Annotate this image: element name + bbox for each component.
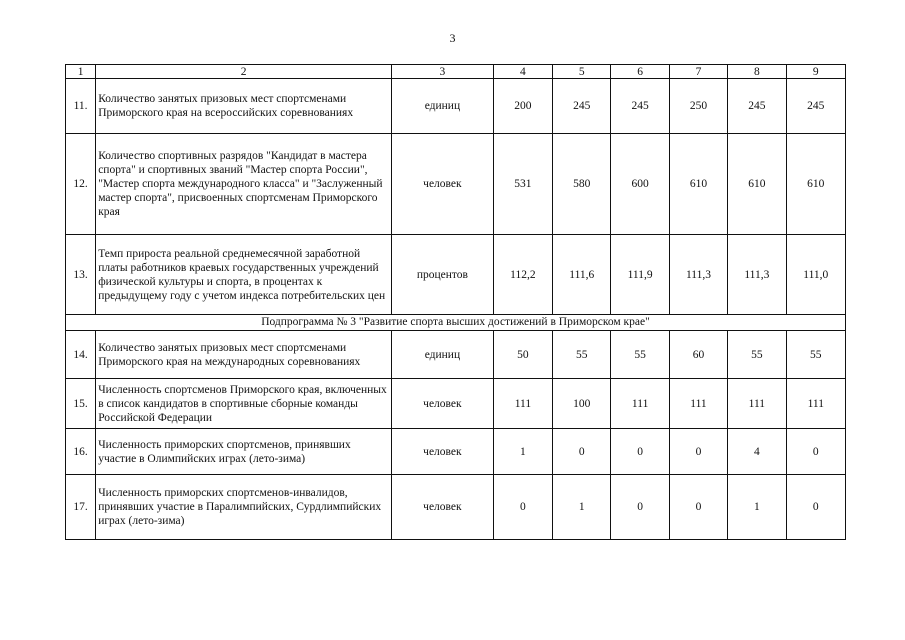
value-cell: 250 — [669, 79, 727, 134]
page-number: 3 — [449, 31, 456, 45]
table-row — [66, 379, 846, 429]
unit-cell: человек — [392, 429, 494, 475]
value-cell: 111 — [611, 379, 669, 429]
indicator-name: Количество занятых призовых мест спортсменами Приморского края на международных соревнованиях — [96, 331, 392, 379]
value-cell: 245 — [553, 79, 611, 134]
table-row — [66, 235, 846, 315]
value-cell: 245 — [786, 79, 845, 134]
value-cell: 0 — [611, 429, 669, 475]
column-header: 8 — [728, 65, 786, 79]
row-number: 11. — [66, 79, 96, 134]
value-cell: 50 — [493, 331, 552, 379]
value-cell: 0 — [493, 475, 552, 540]
unit-cell: человек — [392, 379, 494, 429]
value-cell: 0 — [669, 475, 727, 540]
unit-cell: человек — [392, 475, 494, 540]
value-cell: 0 — [786, 429, 845, 475]
subprogram-row — [66, 315, 846, 331]
row-number: 15. — [66, 379, 96, 429]
table-row — [66, 134, 846, 235]
column-header: 3 — [392, 65, 494, 79]
indicator-name: Темп прироста реальной среднемесячной заработной платы работников краевых государственных учреждений физической культуры и спорта, в процентах к предыдущему году с учетом индекса потребительских цен — [96, 235, 392, 315]
value-cell: 610 — [728, 134, 786, 235]
value-cell: 580 — [553, 134, 611, 235]
value-cell: 610 — [669, 134, 727, 235]
column-header: 4 — [493, 65, 552, 79]
indicators-table — [65, 64, 846, 540]
column-header: 9 — [786, 65, 845, 79]
indicator-name: Численность спортсменов Приморского края, включенных в список кандидатов в спортивные сборные команды Российской Федерации — [96, 379, 392, 429]
value-cell: 4 — [728, 429, 786, 475]
unit-cell: единиц — [392, 331, 494, 379]
value-cell: 112,2 — [493, 235, 552, 315]
indicator-name: Численность приморских спортсменов, принявших участие в Олимпийских играх (лето-зима) — [96, 429, 392, 475]
column-header: 6 — [611, 65, 669, 79]
value-cell: 0 — [669, 429, 727, 475]
column-header: 5 — [553, 65, 611, 79]
table-row — [66, 429, 846, 475]
value-cell: 0 — [611, 475, 669, 540]
value-cell: 111,6 — [553, 235, 611, 315]
value-cell: 111,3 — [669, 235, 727, 315]
indicator-name: Численность приморских спортсменов-инвалидов, принявших участие в Паралимпийских, Сурдлимпийских играх (лето-зима) — [96, 475, 392, 540]
value-cell: 55 — [553, 331, 611, 379]
value-cell: 111 — [728, 379, 786, 429]
value-cell: 1 — [728, 475, 786, 540]
value-cell: 111 — [786, 379, 845, 429]
table-row — [66, 79, 846, 134]
unit-cell: единиц — [392, 79, 494, 134]
value-cell: 100 — [553, 379, 611, 429]
unit-cell: человек — [392, 134, 494, 235]
value-cell: 111 — [669, 379, 727, 429]
indicator-name: Количество спортивных разрядов "Кандидат в мастера спорта" и спортивных званий "Мастер спорта России", "Мастер спорта международного класса" и "Заслуженный мастер спорта", присвоенных спортсменам Приморского края — [96, 134, 392, 235]
value-cell: 0 — [553, 429, 611, 475]
value-cell: 610 — [786, 134, 845, 235]
value-cell: 111,3 — [728, 235, 786, 315]
value-cell: 245 — [611, 79, 669, 134]
value-cell: 245 — [728, 79, 786, 134]
value-cell: 0 — [786, 475, 845, 540]
value-cell: 55 — [786, 331, 845, 379]
value-cell: 200 — [493, 79, 552, 134]
indicator-name: Количество занятых призовых мест спортсменами Приморского края на всероссийских соревнованиях — [96, 79, 392, 134]
value-cell: 55 — [611, 331, 669, 379]
column-header: 1 — [66, 65, 96, 79]
unit-cell: процентов — [392, 235, 494, 315]
header-row — [66, 65, 846, 79]
value-cell: 531 — [493, 134, 552, 235]
value-cell: 111,0 — [786, 235, 845, 315]
row-number: 16. — [66, 429, 96, 475]
column-header: 2 — [96, 65, 392, 79]
value-cell: 55 — [728, 331, 786, 379]
value-cell: 1 — [553, 475, 611, 540]
column-header: 7 — [669, 65, 727, 79]
row-number: 13. — [66, 235, 96, 315]
value-cell: 60 — [669, 331, 727, 379]
row-number: 14. — [66, 331, 96, 379]
subprogram-heading: Подпрограмма № 3 "Развитие спорта высших достижений в Приморском крае" — [66, 315, 846, 331]
row-number: 12. — [66, 134, 96, 235]
value-cell: 600 — [611, 134, 669, 235]
row-number: 17. — [66, 475, 96, 540]
value-cell: 1 — [493, 429, 552, 475]
value-cell: 111,9 — [611, 235, 669, 315]
value-cell: 111 — [493, 379, 552, 429]
table-row — [66, 331, 846, 379]
table-row — [66, 475, 846, 540]
